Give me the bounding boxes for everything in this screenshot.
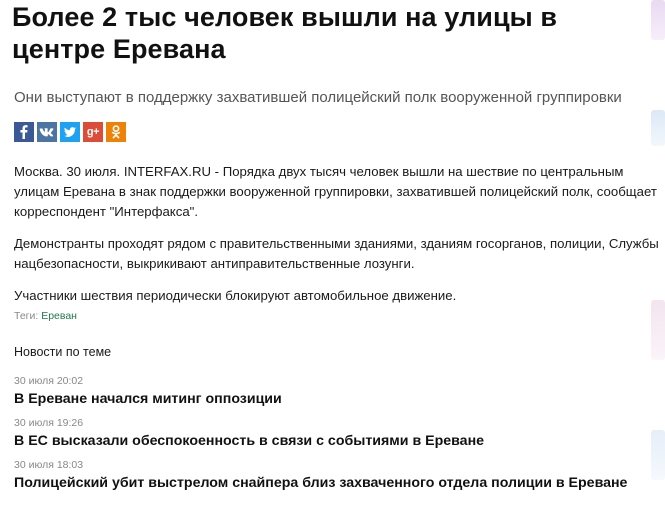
- decor-strip: [651, 430, 665, 480]
- odnoklassniki-icon[interactable]: [106, 122, 126, 142]
- article-paragraph: Москва. 30 июля. INTERFAX.RU - Порядка двух тысяч человек вышли на шествие по центральным улицам Еревана в знак поддержки вооруженной группировки, захватившей полицейский полк, сообщает корреспондент "Интерфакса".: [14, 164, 657, 219]
- article-body: [14, 162, 659, 318]
- facebook-icon[interactable]: [14, 122, 34, 142]
- side-decoration: [647, 0, 665, 520]
- tags-label: Теги:: [14, 310, 39, 322]
- news-link[interactable]: Полицейский убит выстрелом снайпера близ захваченного отдела полиции в Ереване: [14, 475, 628, 491]
- list-item: [14, 458, 664, 494]
- list-item: [14, 416, 664, 452]
- news-link[interactable]: В Ереване начался митинг оппозиции: [14, 391, 282, 407]
- related-news-heading: Новости по теме: [14, 345, 112, 359]
- article-subtitle: Они выступают в поддержку захватившей полицейский полк вооруженной группировки: [14, 89, 622, 106]
- share-buttons: [14, 122, 126, 142]
- related-news-list: [14, 374, 664, 500]
- google-plus-icon[interactable]: g+: [83, 122, 103, 142]
- article-paragraph: Участники шествия периодически блокируют автомобильное движение.: [14, 288, 457, 303]
- news-timestamp: 30 июля 20:02: [14, 375, 84, 387]
- article-paragraph: Демонстранты проходят рядом с правительственными зданиями, зданиям госорганов, полиции, Службы нацбезопасности, выкрикивают антиправительственные лозунги.: [14, 236, 659, 271]
- tag-link-yerevan[interactable]: Ереван: [41, 310, 77, 322]
- tags-line: [14, 310, 77, 322]
- news-link[interactable]: В ЕС высказали обеспокоенность в связи с событиями в Ереване: [14, 433, 485, 449]
- news-timestamp: 30 июля 19:26: [14, 417, 84, 429]
- decor-strip: [651, 110, 665, 146]
- decor-strip: [651, 300, 665, 360]
- news-timestamp: 30 июля 18:03: [14, 459, 84, 471]
- article-headline: Более 2 тыс человек вышли на улицы в центре Еревана: [12, 2, 558, 64]
- twitter-icon[interactable]: [60, 122, 80, 142]
- decor-strip: [651, 0, 665, 40]
- vkontakte-icon[interactable]: [37, 122, 57, 142]
- list-item: [14, 374, 664, 410]
